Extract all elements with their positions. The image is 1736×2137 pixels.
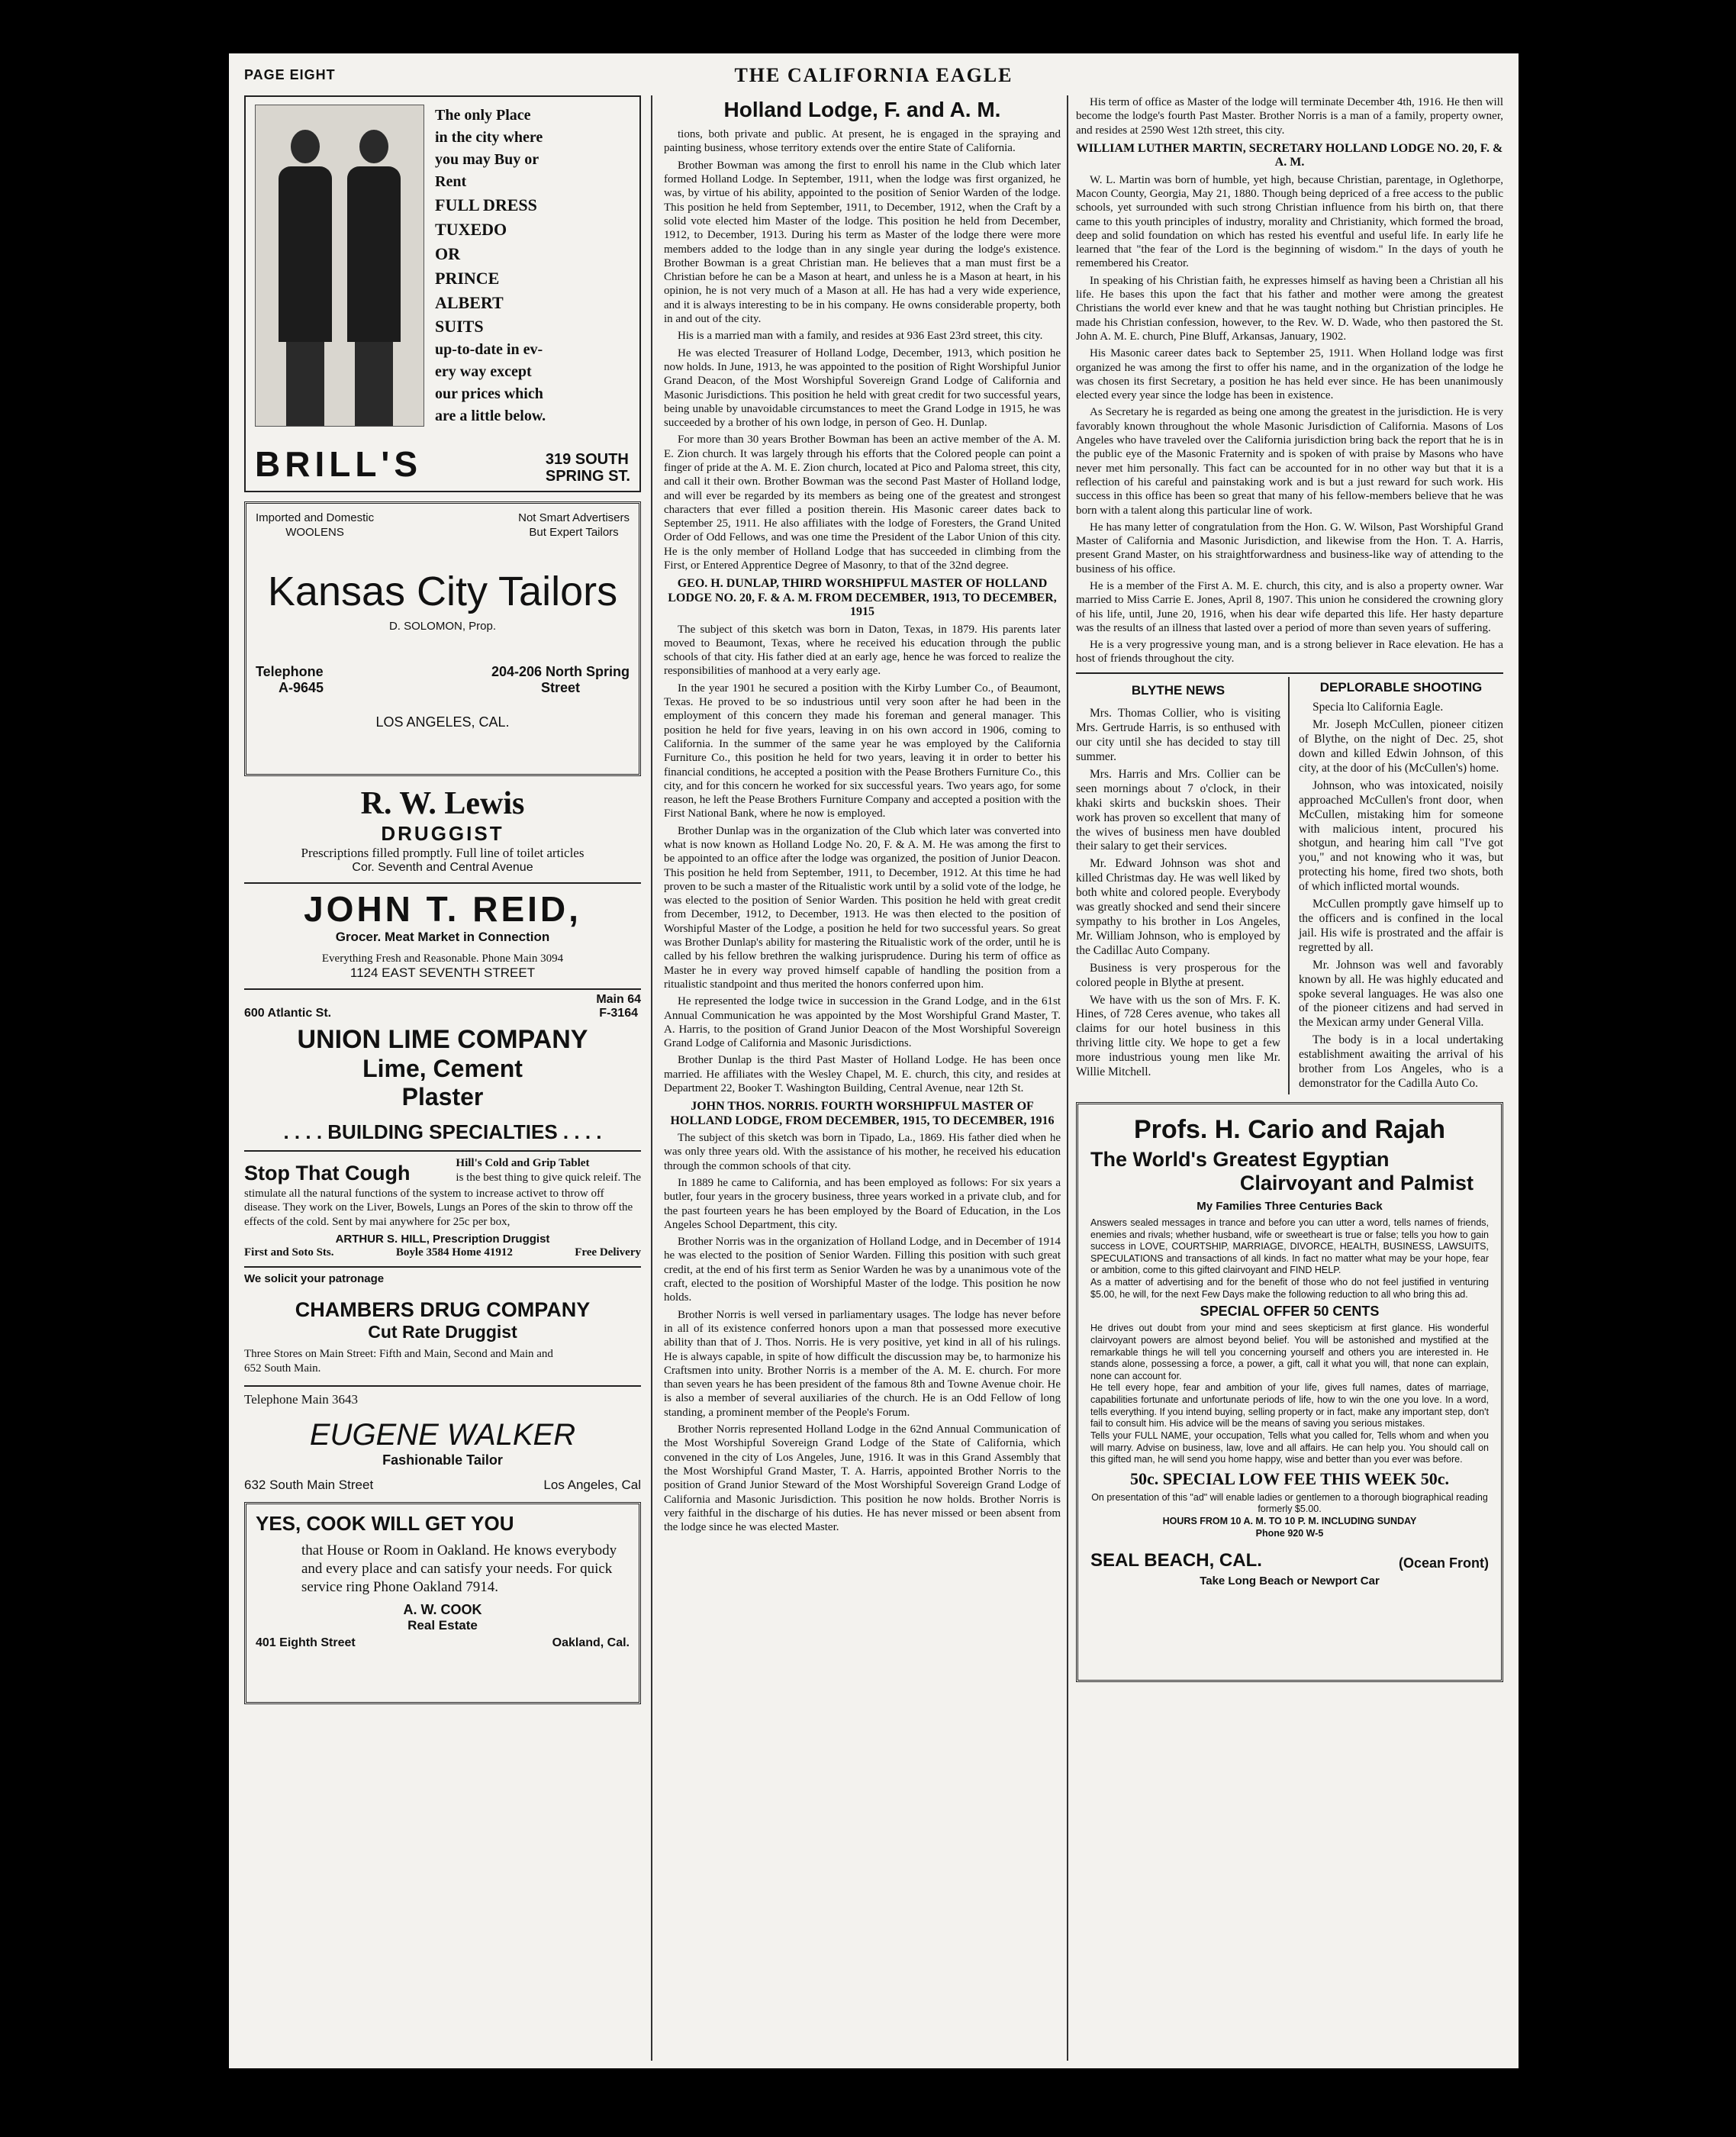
article-paragraph: He represented the lodge twice in succession in the Grand Lodge, and in the 61st Annual Communication he was appointed by the Most Worshipful Grand Master, T. A. Harris, to the position of Grand Junior Deacon of the Most Worshipful Sovereign Grand Lodge of California and Masonic Jurisdictions. — [664, 995, 1061, 1050]
article-headline: Holland Lodge, F. and A. M. — [723, 98, 1001, 121]
article-paragraph: Brother Norris was in the organization of Holland Lodge, and in December of 1914 he was elected to the position of Senior Warden. Filling this position with such great credit, at the end of his first term as Senior Warden he was by a unanimous vote of the craft, elected to the position of Worshipful Master of the lodge. This position he now holds. — [664, 1236, 1061, 1304]
cook-city: Oakland, Cal. — [552, 1636, 630, 1650]
article-paragraph: His is a married man with a family, and resides at 936 East 23rd street, this city. — [678, 330, 1043, 343]
kansas-left-top-2: WOOLENS — [285, 525, 344, 539]
walker-addr: 632 South Main Street — [244, 1478, 374, 1492]
brills-item: OR — [435, 243, 460, 263]
cario-hours: HOURS FROM 10 A. M. TO 10 P. M. INCLUDING SUNDAY — [1162, 1516, 1417, 1526]
news-paragraph: Mrs. Thomas Collier, who is visiting Mrs. Gertrude Harris, is so enthused with our city until she has decided to stay till summer. — [1076, 707, 1280, 764]
news-paragraph: Mr. Johnson was well and favorably known by all. He was highly educated and spoke several languages. He was also one of the pioneer citizens and had served in the Mexican army under General Villa. — [1299, 958, 1503, 1030]
lewis-line-2: Cor. Seventh and Central Avenue — [352, 861, 533, 874]
article-paragraph: He was elected Treasurer of Holland Lodge, December, 1913, which position he now holds. In June, 1913, he was appointed to the position of Right Worshipful Junior Grand Deacon, of the Most Worshipful Sovereign Grand Lodge of California and Masonic Jurisdictions. This position he held with great credit for two successful years, being unable by unavoidable circumstances to meet the Grand Lodge in 1915, he was succeeded by a brother of his own lodge, in person of Geo. H. Dunlap. — [664, 346, 1061, 430]
stop-cough-ad — [244, 1156, 641, 1260]
walker-tel: Telephone Main 3643 — [244, 1391, 358, 1407]
article-paragraph: He has many letter of congratulation from the Hon. G. W. Wilson, Past Worshipful Grand Master of California and Masonic Jurisdiction, and likewise from the Hon. T. A. Harris, present Grand Master, on his straightforwardness and business-like way of attending to the business of his office. — [1076, 521, 1503, 575]
column-rule-1 — [651, 95, 652, 2061]
paper-title: THE CALIFORNIA EAGLE — [734, 64, 1013, 86]
brills-item: SUITS — [435, 317, 484, 337]
cario-fee: 50c. SPECIAL LOW FEE THIS WEEK 50c. — [1129, 1468, 1450, 1488]
news-paragraph: Johnson, who was intoxicated, noisily approached McCullen's front door, when McCullen, mistaking him for someone with malicious intent, procured his shotgun, and hearing him call "I've got you," and not knowing who it was, but protecting his home, fired two shots, both of which inflicted mortal wounds. — [1299, 778, 1503, 894]
brills-address-2: SPRING ST. — [545, 468, 630, 485]
brills-address-1: 319 SOUTH — [545, 451, 629, 468]
article-subhead: JOHN THOS. NORRIS. FOURTH WORSHIPFUL MASTER OF HOLLAND LODGE, FROM DECEMBER, 1915, TO DECEMBER, 1916 — [670, 1100, 1055, 1127]
brills-item: PRINCE — [435, 268, 500, 288]
article-paragraph: In speaking of his Christian faith, he expresses himself as having been a Christian all his life. He bases this upon the fact that his father and mother were among the greatest Christians the world ever knew and that he was taught nothing but Christian principles. He made his Christian confession, however, to the Rev. W. D. Wade, who then pastored the St. John A. M. E. church, Pine Bluff, Arkansas, January, 1902. — [1076, 274, 1503, 343]
cario-offer: SPECIAL OFFER 50 CENTS — [1200, 1304, 1380, 1320]
chambers-line-1: Three Stores on Main Street: Fifth and Main, Second and Main and — [244, 1348, 553, 1361]
reid-line-2: Everything Fresh and Reasonable. Phone Main 3094 — [321, 952, 564, 965]
union-line-1: Lime, Cement — [362, 1055, 523, 1082]
article-paragraph: Brother Dunlap was in the organization of the Club which later was converted into what is now known as Holland Lodge No. 20, F. & A. M. He was among the first to be appointed to an office after the lodge was organized, the position of Junior Deacon. This position he held from September, 1911, to December, 1912. At this time he had proven to be such a master of the Ritualistic work until by a solid vote of the lodge, he was elected to the position of Senior Warden. This position he held with great credit from December, 1912, to December, 1913. He was then elected to the position of Worshipful Master of the Lodge, a position he held for two successful years. So great was Brother Dunlap's ability for mastering the Ritualistic work of the order, until he is called by his fellow brethren the walking jurisprudence. During his term of office as Master he in every way proved himself capable of handling the position from a ritualistic standpoint and thus merited the honors conferred upon him. — [664, 824, 1061, 991]
cario-tag: My Families Three Centuries Back — [1197, 1199, 1383, 1213]
chambers-line-2: 652 South Main. — [244, 1362, 321, 1375]
article-paragraph: Brother Dunlap is the third Past Master of Holland Lodge. He has been once married. He affiliates with the Wesley Chapel, M. E. church, this city, and resides at Department 22, Booker T. Washington Building, Central Avenue, near 12th St. — [664, 1054, 1061, 1095]
kansas-addr-2: Street — [540, 680, 580, 696]
cough-right-2: is the best thing to give quick releif. The — [456, 1171, 641, 1184]
cough-title: Stop That Cough — [244, 1161, 411, 1185]
cario-p1: Answers sealed messages in trance and before you can utter a word, tells names of friends, enemies and rivals; whether husband, wife or sweetheart is true or false; tells you how to gain success in LOVE, COURTSHIP, MARRIAGE, DIVORCE, HEALTH, BUSINESS, LAWSUITS, SPECULATIONS and transactions of all kinds. In fact no matter what may be your hope, fear or ambition, come to this gifted clairvoyant and FIND HELP. — [1090, 1217, 1489, 1276]
article-paragraph: tions, both private and public. At present, he is engaged in the spraying and painting business, whose territory extends over the entire State of California. — [664, 128, 1061, 155]
news-paragraph: Mrs. Harris and Mrs. Collier can be seen mornings about 7 o'clock, in their khaki skirts and buckskin shoes. Their work has proven so excellent that many of the wives of business men have doubled their salary to get their services. — [1076, 767, 1280, 853]
walker-city: Los Angeles, Cal — [543, 1478, 641, 1492]
kansas-addr-1: 204-206 North Spring — [491, 664, 630, 680]
union-phone-1: Main 64 — [596, 993, 641, 1006]
lewis-ad — [244, 785, 641, 875]
walker-ad — [244, 1391, 641, 1493]
kansas-city-tailors-ad — [244, 501, 641, 776]
newspaper-page — [229, 53, 1519, 2068]
cario-ad — [1076, 1102, 1503, 1682]
article-paragraph: For more than 30 years Brother Bowman has been an active member of the A. M. E. Zion church. It was largely through his efforts that the Colored people can point a finger of pride at the A. M. E. Zion church, located at Pico and Paloma street, this city, and call it their own. Brother Bowman was the second Past Master of Holland lodge, and will ever be regarded by its members as being one of the greatest and strongest characters that ever filled a position therein. His Masonic career dates back to September 25, 1911. He also affiliates with the lodge of Foresters, the Grand United Order of Odd Fellows, and was one time the President of the Labor Union of this city. He is the only member of Holland Lodge that has succeeded in climbing from the First, or Entered Apprentice Degree of Masonry, to that of the 32nd degree. — [664, 434, 1061, 572]
brills-line: Rent — [435, 173, 467, 190]
cario-title: Profs. H. Cario and Rajah — [1133, 1114, 1446, 1144]
chambers-sub: Cut Rate Druggist — [368, 1322, 517, 1342]
brills-item: TUXEDO — [435, 219, 507, 239]
article-paragraph: W. L. Martin was born of humble, yet high, because Christian, parentage, in Oglethorpe, Macon County, Georgia, May 21, 1880. Though being depriced of a free access to the public schools, yet surrounded with such strong Christian influence from his birth on, that there came to this youth principles of industry, morality and Christianity, which formed the broad, deep and solid foundation on which has rested his eventful and useful life. In early life he learned that "the fear of the Lord is the beginning of wisdom." In the days of youth he remembered his Creator. — [1076, 173, 1503, 270]
cough-right-1: Hill's Cold and Grip Tablet — [456, 1157, 590, 1169]
page-label: PAGE EIGHT — [244, 67, 336, 82]
cook-sub: Real Estate — [407, 1618, 478, 1633]
cook-body: that House or Room in Oakland. He knows everybody and every place and can satisfy your needs. For quick service ring Phone Oakland 7914. — [301, 1542, 617, 1595]
news-paragraph: We have with us the son of Mrs. F. K. Hines, of 728 Ceres avenue, who takes all claims for our hotel business in this thriving little city. We hope to get a few more industrious young men like Mr. Willie Mitchell. — [1076, 993, 1280, 1079]
cough-body: stimulate all the natural functions of the system to increase activet to throw off disease. They work on the Liver, Bowels, Lungs an Pores of the skin to throw off the effects of the cold. Sent by mai anywhere for 25c per box, — [244, 1187, 633, 1228]
article-paragraph: His term of office as Master of the lodge will terminate December 4th, 1916. He then will become the lodge's fourth Past Master. Brother Norris is a man of a family, property owner, and resides at 2590 West 12th street, this city. — [1076, 96, 1503, 137]
cough-foot-2: Boyle 3584 Home 41912 — [395, 1246, 513, 1259]
reid-name: JOHN T. REID, — [304, 889, 581, 929]
news-paragraph: Mr. Edward Johnson was shot and killed Christmas day. He was well liked by both white and colored people. Everybody was greatly shocked and send their sincere sympathy to his brother in Los Angeles, Mr. William Johnson, who is employed by the Cadillac Auto Company. — [1076, 857, 1280, 957]
article-paragraph: As Secretary he is regarded as being one among the greatest in the jurisdiction. He is very favorably known throughout the whole Masonic Jurisdiction of California. Masons of Los Angeles who have traveled over the California jurisdiction bring back the report that he is in the public eye of the Masonic Fraternity and is spoken of with praise by Masons who have never met him personally. This fact can be accounted for in no other way but that it is a reflection of his careful and painstaking work and is but a just reward for such work. His success in this office has been so great that many of his fellow-members believe that he was born with a talent along this particular line of work. — [1076, 406, 1503, 517]
kansas-name: Kansas City Tailors — [267, 568, 618, 614]
cario-front: (Ocean Front) — [1398, 1555, 1489, 1571]
cario-sub-1: The World's Greatest Egyptian — [1090, 1147, 1390, 1171]
lewis-name: R. W. Lewis — [360, 786, 525, 821]
shooting-title: DEPLORABLE SHOOTING — [1319, 679, 1483, 695]
reid-line-1: Grocer. Meat Market in Connection — [335, 930, 550, 944]
article-paragraph: Brother Bowman was among the first to enroll his name in the Club which later formed Holland Lodge. In September, 1911, when the lodge was first organized, he was, by virtue of his ability, appointed to the position of Senior Warden of the lodge. This position he held from September, 1911, to December, 1912, when the Craft by a solid vote elected him Master of the lodge. This position he held from December, 1912, to December, 1913. During his term as Master of the lodge there were more members added to the lodge than in any single year during the lodge's existence. Brother Bowman is a great Christian man. He believes that a man must first be a Christian before he can be a Mason at heart, and unless he is a Mason at heart, in his opinion, he is not very much of a Mason at all. He has had a very wide experience, and it is always interesting to be in his company. He owns considerable property, both in and out of the city. — [664, 159, 1061, 326]
page-header — [244, 61, 1503, 92]
chambers-solicit: We solicit your patronage — [244, 1272, 385, 1285]
lewis-title: DRUGGIST — [381, 822, 504, 845]
lewis-line-1: Prescriptions filled promptly. Full line of toilet articles — [301, 846, 585, 860]
kansas-right-top: Not Smart Advertisers — [518, 511, 630, 524]
union-line-3: . . . . BUILDING SPECIALTIES . . . . — [283, 1120, 602, 1143]
walker-sub: Fashionable Tailor — [382, 1452, 503, 1468]
kansas-prop: D. SOLOMON, Prop. — [388, 619, 497, 633]
article-paragraph: He is a very progressive young man, and is a strong believer in Race elevation. He has a host of friends throughout the city. — [1076, 639, 1503, 666]
cario-p5: Tells your FULL NAME, your occupation, Tells what you called for, Tells whom and when you will marry. Advise on business, law, love and all affairs. He can help you. You should call on this gifted man, he will send you home happy, wise and better than you ever was before. — [1090, 1430, 1489, 1465]
kansas-right-top-2: But Expert Tailors — [529, 525, 619, 539]
man-figure-left — [279, 130, 332, 426]
article-paragraph: The subject of this sketch was born in Daton, Texas, in 1879. His parents later moved to Beaumont, Texas, where he received his education through the public schools of that city. His father died at an early age, hence he was forced to realize the responsibilities of manhood at a very early age. — [664, 623, 1061, 678]
news-paragraph: Specia lto California Eagle. — [1312, 701, 1444, 714]
brills-ad — [244, 95, 641, 492]
cario-p2: As a matter of advertising and for the benefit of those who do not feel justified in venturing $5.00, he will, for the next Few Days make the following reduction to all who bring this ad. — [1090, 1277, 1489, 1300]
kansas-tel-label: Telephone — [256, 664, 324, 680]
news-paragraph: The body is in a local undertaking establishment awaiting the arrival of his brother from Los Angeles, who is a demonstrator for the Cadilla Auto Co. — [1299, 1033, 1503, 1090]
kansas-tel: A-9645 — [279, 680, 324, 696]
column-rule-2 — [1067, 95, 1068, 2061]
blythe-news — [1076, 677, 1290, 1094]
walker-name: EUGENE WALKER — [309, 1418, 576, 1452]
brills-line: The only Place — [435, 107, 531, 124]
cook-name: A. W. COOK — [403, 1602, 482, 1618]
cario-phone: Phone 920 W-5 — [1255, 1527, 1324, 1539]
article-continuation — [1076, 95, 1503, 666]
article-paragraph: Brother Norris is well versed in parliamentary usages. The lodge has never before in all of its existence conferred honors upon a man that possessed more executive ability than that of J. Thos. Norris. He is very positive, yet kind in all of his rulings. He is always capable, in spite of how difficult the discussion may be, to harmonize his Craftsmen into unity. Brother Norris is a member of the A. M. E. church. For more than seven years he has been president of the famous 8th and Towne Avenue choir. He is also a member of several auxiliaries of the church. He is an Odd Fellow of long standing, a prominent member of the People's Forum. — [664, 1308, 1061, 1419]
kansas-left-top: Imported and Domestic — [256, 511, 375, 524]
news-paragraph: Mr. Joseph McCullen, pioneer citizen of Blythe, on the night of Dec. 25, shot down and killed Edwin Johnson, of this city, at the door of his (McCullen's) home. — [1299, 718, 1503, 775]
article-subhead: GEO. H. DUNLAP, THIRD WORSHIPFUL MASTER OF HOLLAND LODGE NO. 20, F. & A. M. FROM DECEMBER, 1913, TO DECEMBER, 1915 — [668, 577, 1057, 619]
chambers-name: CHAMBERS DRUG COMPANY — [295, 1298, 591, 1322]
man-figure-right — [347, 130, 401, 426]
cook-addr: 401 Eighth Street — [256, 1636, 356, 1650]
cough-foot-1: First and Soto Sts. — [244, 1246, 334, 1259]
article-subhead: WILLIAM LUTHER MARTIN, SECRETARY HOLLAND LODGE NO. 20, F. & A. M. — [1076, 141, 1503, 169]
article-paragraph: The subject of this sketch was born in Tipado, La., 1869. His father died when he was only three years old. With the assistance of his mother, he received his education through the common schools of that city. — [664, 1132, 1061, 1172]
cario-p6: On presentation of this "ad" will enable ladies or gentlemen to a thorough biographical reading formerly $5.00. — [1091, 1491, 1488, 1515]
brills-tail: ery way except — [435, 363, 532, 381]
brills-tail: up-to-date in ev- — [435, 341, 543, 359]
brills-item: ALBERT — [435, 292, 504, 312]
cario-p4: He tell every hope, fear and ambition of your life, gives full names, dates of marriage, capabilities fortunate and unfortunate periods of life, how to win the one you love. In a word, tells everything. If you intend buying, selling property or in fact, make any important step, don't fail to consult him. His advice will be the means of saving you serious mistakes. — [1090, 1382, 1489, 1430]
brills-line: in the city where — [435, 129, 543, 146]
cook-title: YES, COOK WILL GET YOU — [256, 1512, 514, 1535]
article-paragraph: In the year 1901 he secured a position with the Kirby Lumber Co., of Beaumont, Texas. He proved to be so industrious until very soon after he had been in the employment of this concern they made his foreman and general manager. This position he held for five years, leaving in on his own accord in 1906, coming to California. In the summer of the same year he was employed by the California Furniture Co., this position he held for two years, leaving it in order to better his financial conditions, he accepted a position with the Pease Brothers Furniture Co., this city, and for this concern he worked for six successful years. Two years ago, for some reason, he left the Pease Brothers Furniture Company and accepted a position with the First National Bank, where he now is employed. — [664, 682, 1061, 820]
suits-illustration — [255, 105, 424, 427]
cario-direction: Take Long Beach or Newport Car — [1200, 1575, 1380, 1588]
blythe-title: BLYTHE NEWS — [1131, 682, 1226, 698]
cario-place: SEAL BEACH, CAL. — [1090, 1550, 1262, 1571]
brills-line: you may Buy or — [435, 151, 539, 168]
union-line-2: Plaster — [401, 1083, 484, 1110]
article-paragraph: In 1889 he came to California, and has been employed as follows: For six years a butler, four years in the grocery business, three years worked in a private club, and for the past fourteen years he has been employed by the Board of Education, in the Los Angeles School Department, this city. — [664, 1177, 1061, 1231]
brills-name: BRILL'S — [255, 444, 423, 484]
deplorable-shooting — [1299, 677, 1503, 1094]
cario-sub-2: Clairvoyant and Palmist — [1239, 1171, 1474, 1194]
article-paragraph: His Masonic career dates back to September 25, 1911. When Holland lodge was first organized he was among the first to offer his name, and in the organization of the lodge he was chosen its first Secretary, a position he has held ever since. He has been unanimously elected every year since the lodge has been in existence. — [1076, 347, 1503, 402]
cough-sig: ARTHUR S. HILL, Prescription Druggist — [335, 1232, 550, 1246]
brills-item: FULL DRESS — [435, 195, 537, 214]
article-paragraph: He is a member of the First A. M. E. church, this city, and is also a property owner. War married to Miss Carrie E. Jones, April 8, 1907. This union he considered the crowning glory of his life, until, June 20, 1916, when his dear wife departed this life. Her hasty departure was the results of an illness that lasted over a period of more than seven years of suffering. — [1076, 579, 1503, 634]
cough-foot-3: Free Delivery — [575, 1246, 641, 1259]
news-paragraph: Business is very prosperous for the colored people in Blythe at present. — [1076, 961, 1280, 989]
cario-p3: He drives out doubt from your mind and sees skepticism at first glance. His wonderful clairvoyant powers are almost beyond belief. You will be astonished and mystified at the remarkable things he will tell you concerning yourself and others you are interested in. He stands alone, possessing a force, a power, a gift, call it what you will, that none can explain, none can account for. — [1090, 1323, 1489, 1381]
union-phone-2: F-3164 — [599, 1007, 638, 1020]
union-addr: 600 Atlantic St. — [244, 1007, 332, 1020]
cook-ad — [244, 1502, 641, 1704]
right-column — [1076, 95, 1503, 2061]
kansas-city: LOS ANGELES, CAL. — [375, 714, 510, 730]
ads-column — [244, 95, 641, 2061]
chambers-ad — [244, 1272, 641, 1376]
union-lime-ad — [244, 993, 641, 1144]
local-news — [1076, 677, 1503, 1094]
brills-tail: are a little below. — [435, 408, 546, 425]
news-paragraph: McCullen promptly gave himself up to the officers and is confined in the local jail. His wife is prostrated and the affair is regretted by all. — [1299, 898, 1503, 954]
union-name: UNION LIME COMPANY — [297, 1025, 588, 1054]
article-column — [664, 95, 1061, 2061]
reid-ad — [244, 888, 641, 981]
brills-tail: our prices which — [435, 385, 543, 403]
reid-line-3: 1124 EAST SEVENTH STREET — [349, 965, 536, 980]
article-paragraph: Brother Norris represented Holland Lodge in the 62nd Annual Communication of the Most Worshipful Sovereign Grand Lodge of the State of California, which convened in the city of Los Angeles, June, 1916. It was in this Grand Assembly that the Most Worshipful Grand Master, T. A. Harris, appointed Brother Norris to the position of Grand Junior Steward of the Most Worshipful Sovereign Grand Lodge of California and Masonic Jurisdiction. This position he now holds. Brother Norris is very faithful in the discharge of his duties. He has never missed or been absent from the lodge since he was elected Master. — [664, 1423, 1061, 1534]
